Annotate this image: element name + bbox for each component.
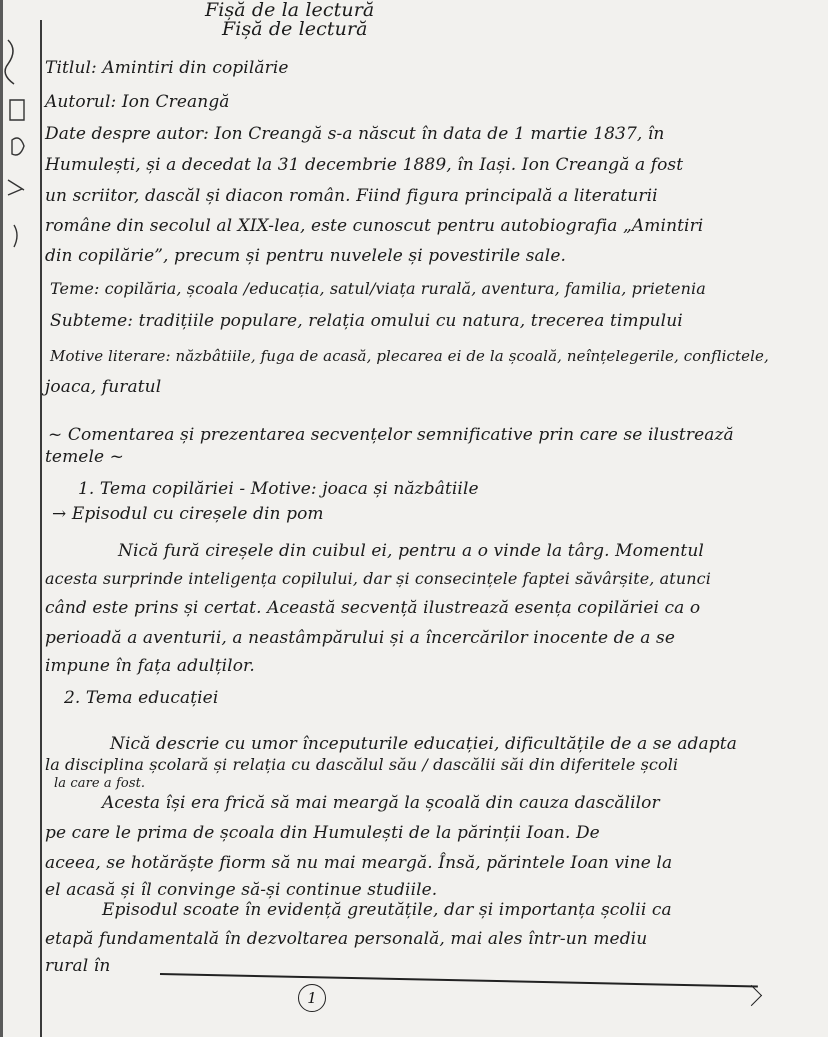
line-episode-heading: → Episodul cu cireșele din pom <box>52 504 324 524</box>
line-commentary-2: temele ~ <box>45 447 125 467</box>
line-author-info-2: Humulești, și a decedat la 31 decembrie 1889, în Iași. Ion Creangă a fost <box>45 155 684 175</box>
line-subthemes: Subteme: tradițiile populare, relația omului cu natura, trecerea timpului <box>50 311 683 331</box>
paragraph-1-line-3: când este prins și certat. Această secvență ilustrează esența copilăriei ca o <box>45 598 701 618</box>
paragraph-3-line-2: pe care le prima de școala din Humulești de la părinții Ioan. De <box>45 823 600 843</box>
paragraph-4-line-1: Episodul scoate în evidență greutățile, dar și importanța școlii ca <box>102 900 672 920</box>
line-themes: Teme: copilăria, școala /educația, satul/viața rurală, aventura, familia, prietenia <box>50 279 706 298</box>
line-title: Titlul: Amintiri din copilărie <box>45 58 289 78</box>
paragraph-2-line-2: la disciplina școlară și relația cu dascălul său / dascălii săi din diferitele școli <box>45 755 679 774</box>
paragraph-1-line-5: impune în fața adulților. <box>45 656 255 676</box>
line-author: Autorul: Ion Creangă <box>45 92 230 112</box>
paragraph-1-line-2: acesta surprinde inteligența copilului, dar și consecințele faptei săvârșite, atunci <box>45 569 711 588</box>
paragraph-3-line-1: Acesta își era frică să mai meargă la școală din cauza dascălilor <box>102 793 660 813</box>
paragraph-1-line-4: perioadă a aventurii, a neastâmpărului și a încercărilor inocente de a se <box>45 628 676 648</box>
line-commentary-1: ~ Comentarea și prezentarea secvențelor semnificative prin care se ilustrează <box>48 425 734 445</box>
paragraph-4-line-3: rural în <box>45 956 111 976</box>
paragraph-2-insert: la care a fost. <box>54 776 146 791</box>
paragraph-2-line-1: Nică descrie cu umor începuturile educației, dificultățile de a se adapta <box>110 734 737 754</box>
margin-line <box>40 20 42 1037</box>
page-number: 1 <box>298 984 326 1012</box>
line-motifs-2: joaca, furatul <box>45 377 162 397</box>
continuation-arrow-icon <box>741 985 762 1006</box>
section-heading-1: 1. Tema copilăriei - Motive: joaca și năzbâtiile <box>78 479 479 499</box>
margin-scribbles <box>0 30 40 290</box>
line-author-info-3: un scriitor, dascăl și diacon român. Fiind figura principală a literaturii <box>45 186 658 206</box>
line-author-info-5: din copilărie”, precum și pentru nuvelele și povestirile sale. <box>45 246 566 266</box>
section-heading-2: 2. Tema educației <box>64 688 219 708</box>
paragraph-4-line-2: etapă fundamentală în dezvoltarea personală, mai ales într-un mediu <box>45 929 648 949</box>
paragraph-3-line-3: aceea, se hotărăște fiorm să nu mai meargă. Însă, părintele Ioan vine la <box>45 853 673 873</box>
line-author-info-4: române din secolul al XIX-lea, este cunoscut pentru autobiografia „Amintiri <box>45 216 704 236</box>
continuation-arrow-line <box>160 973 758 987</box>
line-motifs-1: Motive literare: năzbâtiile, fuga de acasă, plecarea ei de la școală, neînțelegerile, conflictele, <box>50 347 769 365</box>
header-top-line: Fișă de la lectură <box>205 0 375 21</box>
paragraph-1-line-1: Nică fură cireșele din cuibul ei, pentru a o vinde la târg. Momentul <box>118 541 704 561</box>
line-author-info-1: Date despre autor: Ion Creangă s-a născut în data de 1 martie 1837, în <box>45 124 665 144</box>
paragraph-3-line-4: el acasă și îl convinge să-și continue studiile. <box>45 880 438 900</box>
page-title: Fișă de lectură <box>222 18 368 40</box>
